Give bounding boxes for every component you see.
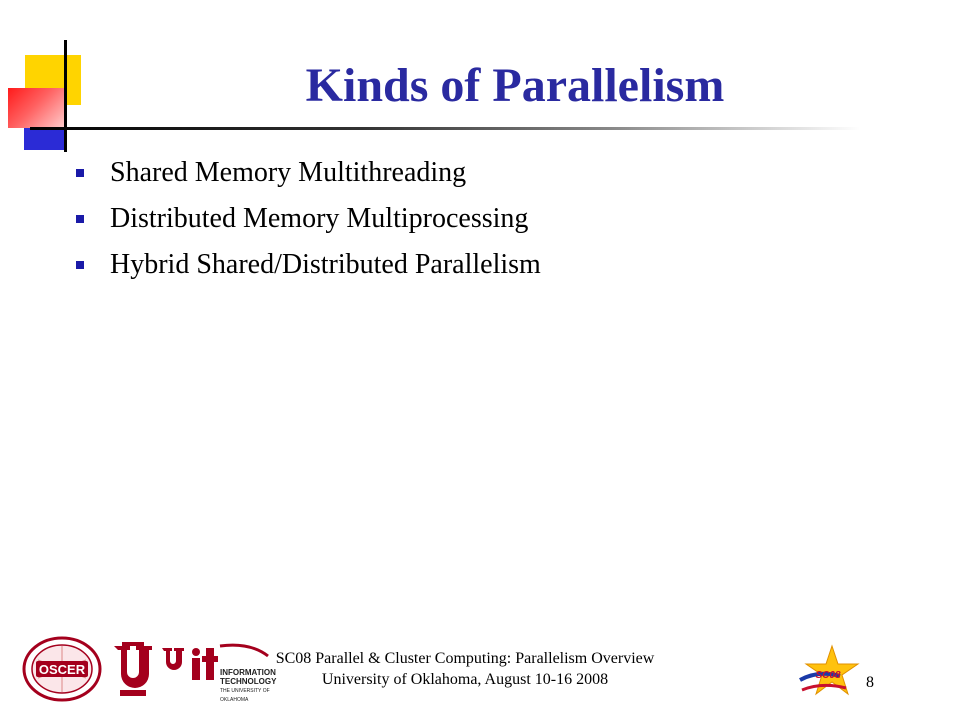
bullet-item (76, 242, 541, 288)
bullet-text: Shared Memory Multithreading (110, 157, 467, 188)
footer-line-2: University of Oklahoma, August 10-16 2008 (321, 671, 609, 688)
it-logo-text-1: INFORMATION (220, 668, 276, 677)
ou-logo (110, 640, 156, 702)
decor-blue-square (24, 128, 66, 150)
bullet-item (76, 196, 541, 242)
square-bullet-icon (76, 215, 84, 223)
footer-caption (190, 648, 740, 690)
square-bullet-icon (76, 261, 84, 269)
bullet-text: Hybrid Shared/Distributed Parallelism (110, 249, 541, 280)
title-underline (30, 127, 860, 130)
decor-red-square (8, 88, 66, 128)
bullet-list (76, 150, 541, 288)
slide-footer (0, 630, 960, 710)
square-bullet-icon (76, 169, 84, 177)
bullet-item (76, 150, 541, 196)
svg-text:SC08: SC08 (815, 670, 841, 681)
slide-title: Kinds of Parallelism (305, 59, 725, 112)
bullet-text: Distributed Memory Multiprocessing (110, 203, 529, 234)
sc08-logo (798, 644, 860, 702)
it-logo-text-2: TECHNOLOGY (220, 677, 277, 686)
oscer-logo (22, 636, 102, 702)
it-logo-text-3: THE UNIVERSITY OF OKLAHOMA (220, 688, 270, 703)
page-number: 8 (866, 674, 874, 691)
footer-line-1: SC08 Parallel & Cluster Computing: Parallelism Overview (275, 650, 655, 667)
svg-text:OSCER: OSCER (38, 662, 86, 677)
decor-vertical-line (64, 40, 67, 152)
